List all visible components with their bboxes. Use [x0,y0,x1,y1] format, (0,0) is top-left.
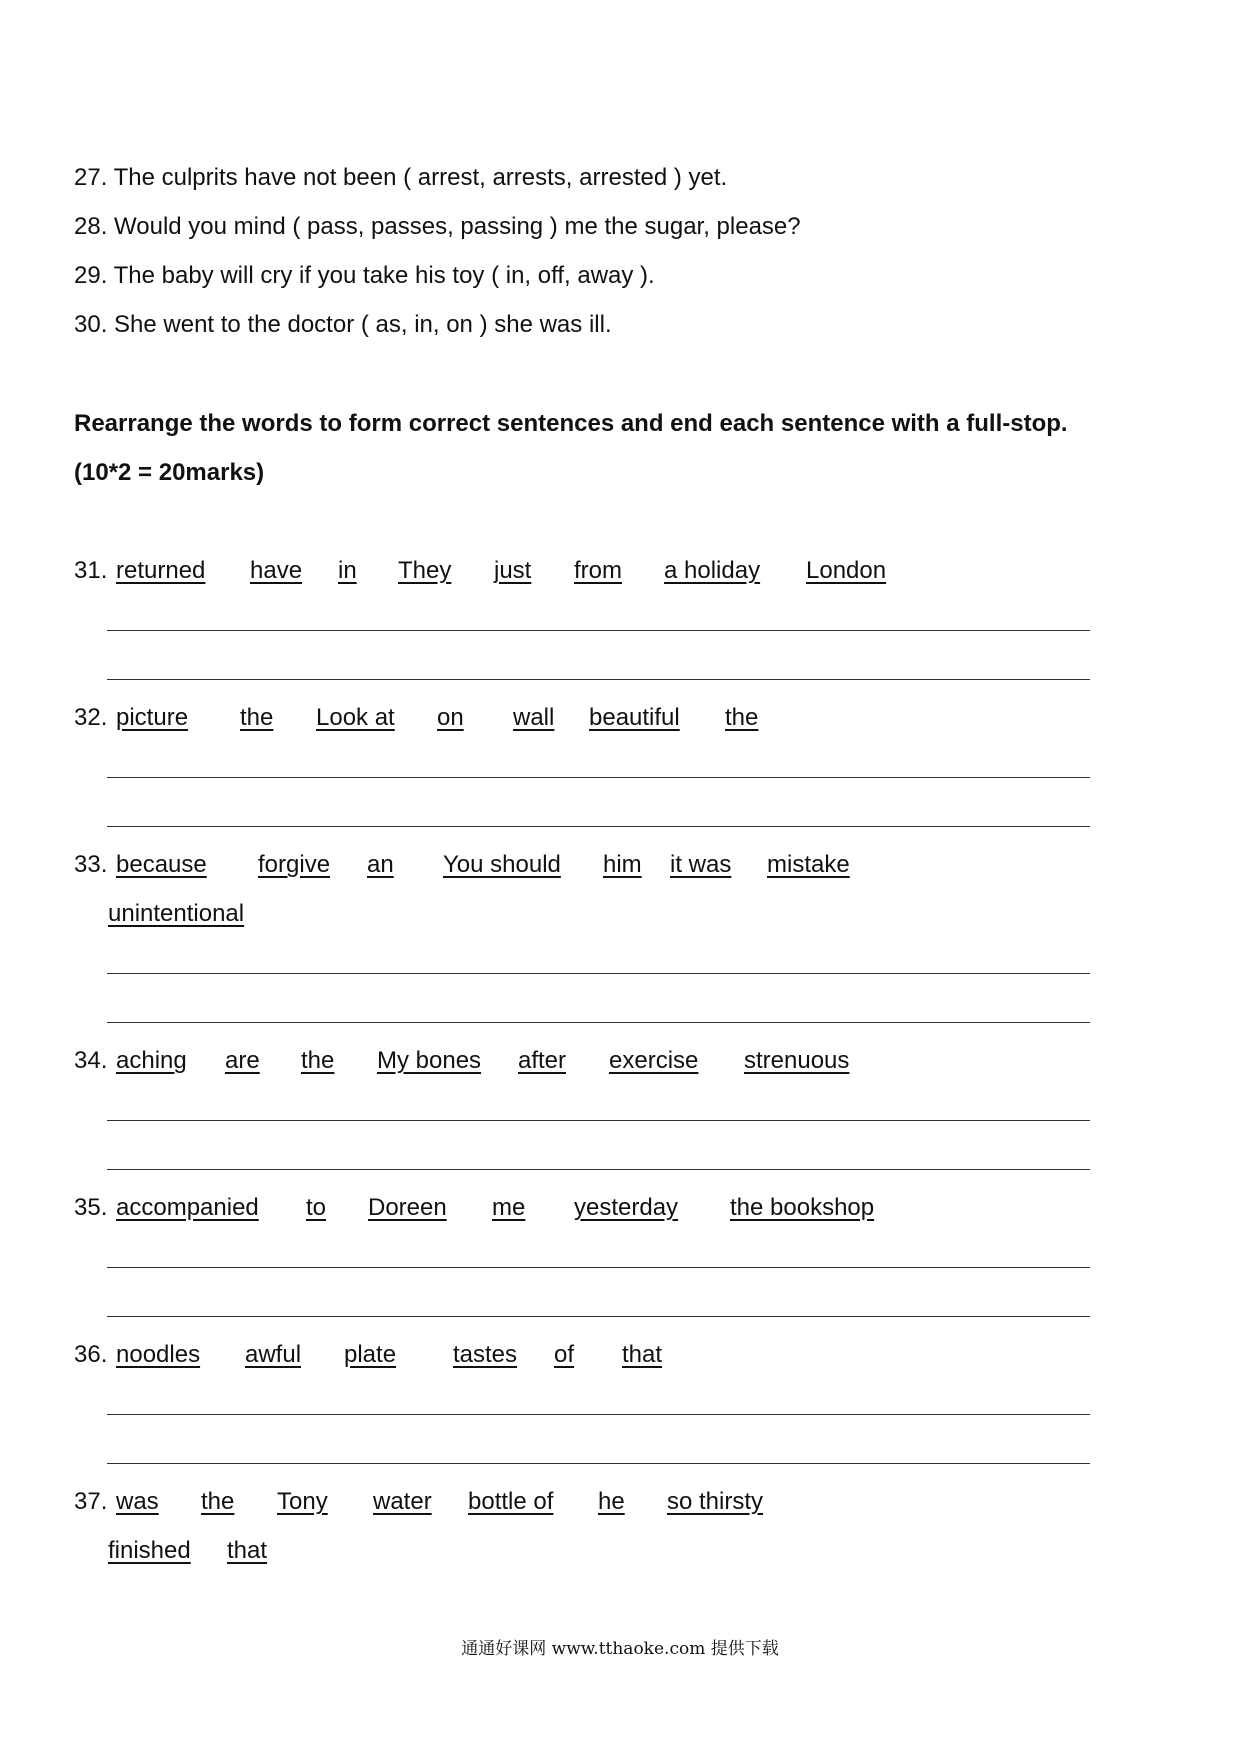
word-tile: Tony [277,1488,328,1515]
word-tile: the [301,1047,335,1074]
word-tile: an [367,851,394,878]
word-tile: he [598,1488,625,1515]
word-tile: because [116,851,207,878]
word-tile: so thirsty [667,1488,764,1515]
word-tile: picture [116,704,189,731]
word-tile: on [437,704,464,731]
word-tile: the [725,704,759,731]
word-tile: that [622,1341,663,1368]
question-number-36: 36. [74,1341,108,1368]
question-29: 29. The baby will cry if you take his toy ( in, off, away ). [74,262,655,289]
word-tile: was [116,1488,159,1515]
word-tile: unintentional [108,900,245,927]
answer-line [107,1022,1090,1023]
word-tile: the [201,1488,235,1515]
question-number-37: 37. [74,1488,108,1515]
word-tile: aching [116,1047,187,1074]
word-tile: mistake [767,851,850,878]
answer-line [107,826,1090,827]
question-27: 27. The culprits have not been ( arrest, arrests, arrested ) yet. [74,164,728,191]
word-tile: water [373,1488,432,1515]
section-marks: (10*2 = 20marks) [74,459,265,486]
word-tile: bottle of [468,1488,554,1515]
word-tile: Look at [316,704,395,731]
word-tile: from [574,557,622,584]
question-number-31: 31. [74,557,108,584]
question-30: 30. She went to the doctor ( as, in, on ) she was ill. [74,311,612,338]
answer-line [107,1267,1090,1268]
answer-line [107,1169,1090,1170]
word-tile: exercise [609,1047,699,1074]
word-tile: him [603,851,642,878]
word-tile: a holiday [664,557,761,584]
word-tile: beautiful [589,704,680,731]
answer-line [107,1463,1090,1464]
word-tile: have [250,557,303,584]
word-tile: yesterday [574,1194,679,1221]
word-tile: finished [108,1537,191,1564]
word-tile: accompanied [116,1194,259,1221]
word-tile: me [492,1194,526,1221]
word-tile: strenuous [744,1047,850,1074]
word-tile: tastes [453,1341,518,1368]
answer-line [107,679,1090,680]
word-tile: that [227,1537,268,1564]
answer-line [107,1316,1090,1317]
word-tile: plate [344,1341,397,1368]
page-footer: 通通好课网 www.tthaoke.com 提供下载 [461,1639,779,1659]
word-tile: My bones [377,1047,482,1074]
section-instruction: Rearrange the words to form correct sentences and end each sentence with a full-stop. [74,410,1068,437]
question-number-35: 35. [74,1194,108,1221]
word-tile: Doreen [368,1194,447,1221]
answer-line [107,1120,1090,1121]
answer-line [107,777,1090,778]
word-tile: are [225,1047,260,1074]
question-number-32: 32. [74,704,108,731]
answer-line [107,630,1090,631]
word-tile: the bookshop [730,1194,875,1221]
question-number-34: 34. [74,1047,108,1074]
word-tile: to [306,1194,327,1221]
word-tile: They [398,557,452,584]
word-tile: forgive [258,851,331,878]
word-tile: You should [443,851,561,878]
question-28: 28. Would you mind ( pass, passes, passing ) me the sugar, please? [74,213,801,240]
word-tile: wall [513,704,555,731]
answer-line [107,1414,1090,1415]
answer-line [107,973,1090,974]
word-tile: it was [670,851,732,878]
word-tile: just [494,557,532,584]
question-number-33: 33. [74,851,108,878]
word-tile: after [518,1047,567,1074]
word-tile: of [554,1341,575,1368]
word-tile: in [338,557,357,584]
word-tile: returned [116,557,206,584]
word-tile: London [806,557,887,584]
word-tile: awful [245,1341,302,1368]
word-tile: noodles [116,1341,201,1368]
word-tile: the [240,704,274,731]
